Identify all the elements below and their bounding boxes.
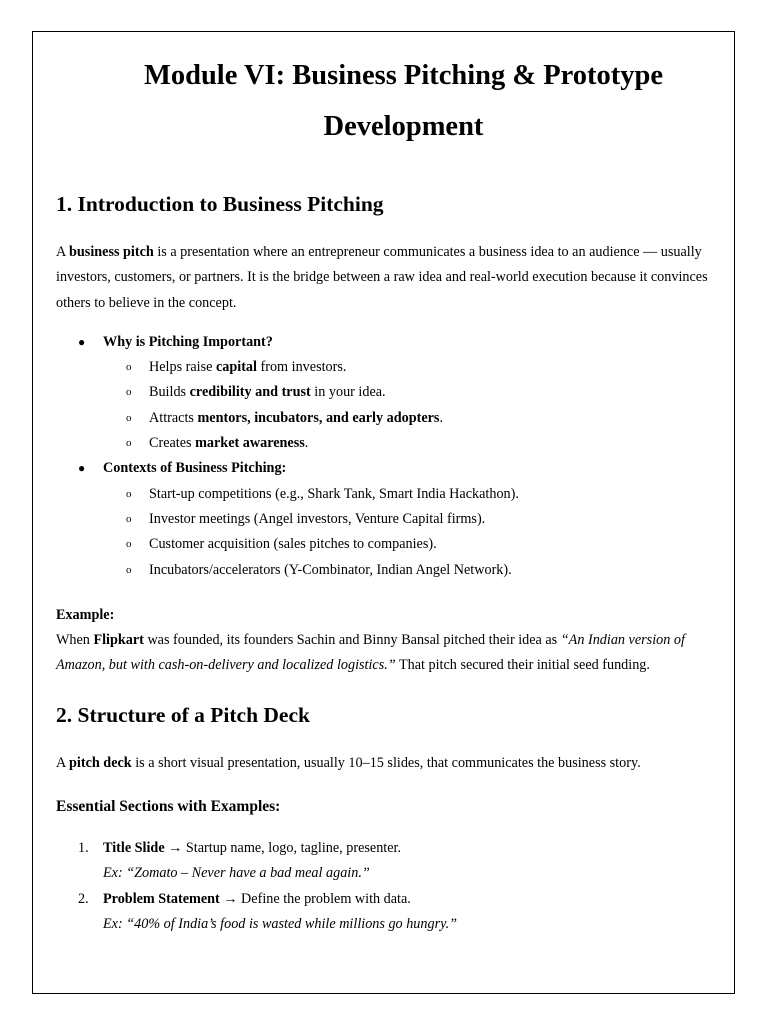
item-example: Ex: “40% of India’s food is wasted while millions go hungry.” bbox=[103, 915, 458, 932]
circle-bullet-icon: o bbox=[126, 411, 132, 424]
sub-item bbox=[56, 532, 731, 557]
sub-item-text: Customer acquisition (sales pitches to companies). bbox=[149, 536, 437, 553]
sub-list bbox=[103, 482, 731, 583]
example-label bbox=[56, 603, 731, 628]
sub-item bbox=[56, 431, 731, 456]
sub-item-text: Start-up competitions (e.g., Shark Tank, Smart India Hackathon). bbox=[149, 485, 519, 502]
document-content bbox=[56, 50, 731, 937]
bullet-item-why-pitching bbox=[56, 330, 731, 456]
intro-text: is a presentation where an entrepreneur communicates a business idea to an audience — usually investors, customers, or partners. It is the bridge between a raw idea and real-world execution because it convinces others to believe in the concept. bbox=[56, 244, 708, 311]
bullet-label: Why is Pitching Important? bbox=[103, 333, 273, 350]
sub-item-text: Helps raise bbox=[149, 359, 216, 376]
intro-text: is a short visual presentation, usually 10–15 slides, that communicates the business story. bbox=[131, 754, 641, 771]
section-2-heading: 2. Structure of a Pitch Deck bbox=[56, 702, 310, 727]
section-2-subheading: Essential Sections with Examples: bbox=[56, 798, 281, 816]
circle-bullet-icon: o bbox=[126, 563, 132, 576]
intro-text: A bbox=[56, 244, 70, 260]
bullet-label: Contexts of Business Pitching: bbox=[103, 460, 287, 477]
sub-item-text: Incubators/accelerators (Y-Combinator, Indian Angel Network). bbox=[149, 561, 512, 578]
sub-item-text: Investor meetings (Angel investors, Venture Capital firms). bbox=[149, 510, 486, 527]
item-number: 1. bbox=[78, 840, 89, 857]
item-text: Define the problem with data. bbox=[241, 890, 411, 907]
item-text: Startup name, logo, tagline, presenter. bbox=[185, 840, 402, 857]
sub-item bbox=[56, 507, 731, 532]
sub-item-bold: capital bbox=[215, 359, 257, 376]
example-quote: “An Indian version of Amazon, but with cash-on-delivery and localized logistics.” bbox=[56, 632, 685, 674]
circle-bullet-icon: o bbox=[126, 361, 132, 374]
item-number: 2. bbox=[78, 890, 89, 907]
sub-item bbox=[56, 482, 731, 507]
sub-item-text: . bbox=[304, 435, 309, 452]
numbered-item bbox=[56, 887, 731, 938]
bullet-item-contexts bbox=[56, 456, 731, 582]
sub-item bbox=[56, 380, 731, 405]
intro-bold-term: pitch deck bbox=[69, 754, 132, 771]
section-1-heading: 1. Introduction to Business Pitching bbox=[56, 192, 384, 216]
example-text: That pitch secured their initial seed funding. bbox=[395, 657, 650, 674]
section-1-intro bbox=[56, 240, 731, 316]
circle-bullet-icon: o bbox=[126, 386, 132, 399]
item-title: Title Slide bbox=[103, 840, 165, 857]
example-text: was founded, its founders Sachin and Binny Bansal pitched their idea as bbox=[143, 632, 561, 649]
numbered-item bbox=[56, 836, 731, 887]
bullet-icon: ● bbox=[78, 461, 86, 476]
circle-bullet-icon: o bbox=[126, 538, 132, 551]
sub-item-text: Builds bbox=[149, 384, 190, 401]
item-title: Problem Statement bbox=[103, 890, 220, 907]
section-2-intro bbox=[56, 751, 731, 776]
bullet-icon: ● bbox=[78, 334, 86, 349]
sub-item-bold: market awareness bbox=[195, 435, 305, 452]
circle-bullet-icon: o bbox=[126, 437, 132, 450]
sub-item-text: . bbox=[439, 409, 443, 426]
example-text: When bbox=[56, 632, 94, 649]
sub-list bbox=[103, 355, 731, 456]
sub-item-text: Attracts bbox=[149, 409, 198, 426]
sub-item-bold: credibility and trust bbox=[189, 384, 311, 401]
sub-item-text: in your idea. bbox=[310, 384, 386, 401]
arrow-icon: → bbox=[164, 840, 186, 857]
intro-text: A bbox=[56, 754, 70, 771]
page-title: Module VI: Business Pitching & Prototype Development bbox=[143, 60, 664, 142]
sub-item bbox=[56, 558, 731, 583]
bullet-list bbox=[56, 330, 731, 583]
example-label-text: Example: bbox=[56, 606, 115, 623]
circle-bullet-icon: o bbox=[126, 512, 132, 525]
sub-item-text: Creates bbox=[149, 435, 196, 452]
arrow-icon: → bbox=[219, 890, 242, 907]
sub-item-text: from investors. bbox=[256, 359, 347, 376]
numbered-list bbox=[56, 836, 731, 937]
example-bold: Flipkart bbox=[93, 632, 144, 649]
item-example: Ex: “Zomato – Never have a bad meal again.” bbox=[103, 865, 370, 882]
intro-bold-term: business pitch bbox=[69, 244, 154, 260]
example-paragraph bbox=[56, 628, 731, 679]
sub-item bbox=[56, 355, 731, 380]
sub-item bbox=[56, 406, 731, 431]
circle-bullet-icon: o bbox=[126, 487, 132, 500]
sub-item-bold: mentors, incubators, and early adopters bbox=[197, 409, 440, 426]
